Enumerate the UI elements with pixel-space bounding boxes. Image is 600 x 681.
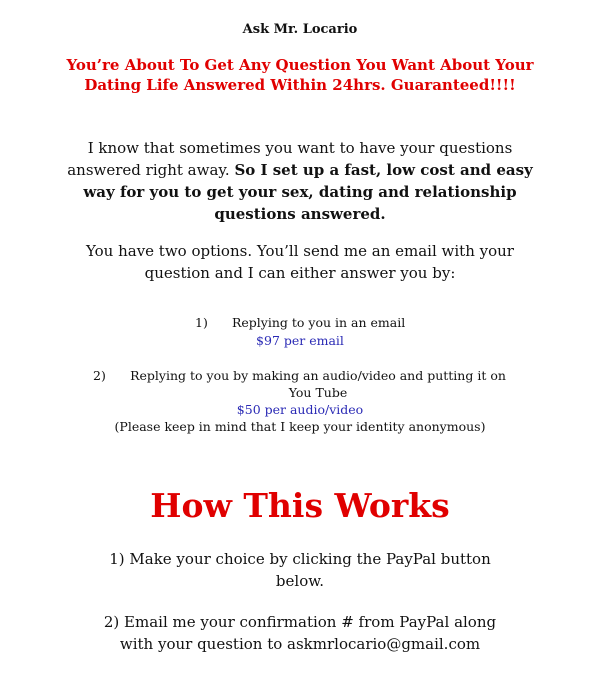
headline: You’re About To Get Any Question You Want About Your Dating Life Answered Within 24hrs. Guaranteed!!!!	[66, 56, 534, 94]
option-price: $50 per audio/video	[236, 402, 364, 417]
how-this-works-heading: How This Works	[150, 486, 450, 525]
intro-bold-text: So I set up a fast, low cost and easy way for you to get your sex, dating and relationship questions answered.	[83, 161, 533, 223]
option-number: 1)	[195, 315, 208, 330]
option-text: Replying to you by making an audio/video and putting it on You Tube	[130, 368, 506, 400]
intro-paragraph	[60, 137, 540, 225]
intro-plain-text: I know that sometimes you want to have your questions answered right away.	[67, 139, 513, 179]
option-price: $97 per email	[256, 333, 344, 348]
step-2: 2) Email me your confirmation # from PayPal along with your question to askmrlocario@gmail.com	[103, 613, 497, 653]
options-intro: You have two options. You’ll send me an email with your question and I can either answer you by:	[86, 242, 514, 282]
anonymity-note: (Please keep in mind that I keep your identity anonymous)	[114, 419, 486, 434]
page-title: Ask Mr. Locario	[242, 22, 358, 37]
option-text: Replying to you in an email	[232, 315, 406, 330]
option-number: 2)	[93, 368, 106, 383]
step-1: 1) Make your choice by clicking the PayPal button below.	[109, 550, 491, 590]
